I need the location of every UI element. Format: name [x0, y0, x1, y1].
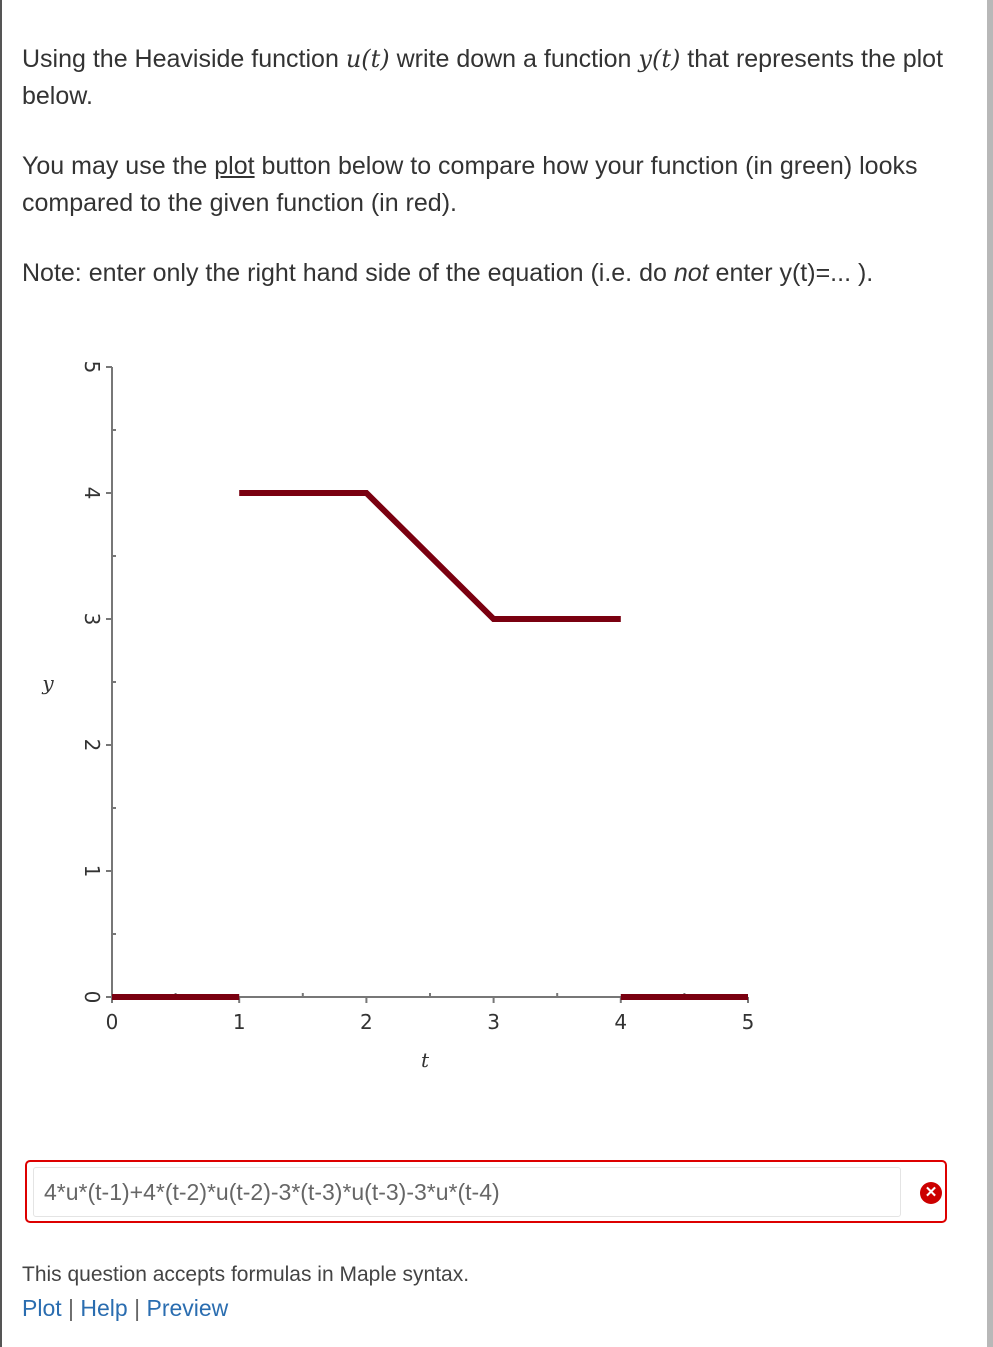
compare-instruction — [22, 148, 972, 222]
note-emphasis: not — [673, 259, 709, 287]
note-text-2: enter y(t)=... ). — [715, 259, 874, 287]
separator: | — [134, 1295, 141, 1321]
x-tick-label: 3 — [487, 1010, 500, 1034]
separator: | — [68, 1295, 75, 1321]
syntax-note: This question accepts formulas in Maple syntax. — [22, 1263, 470, 1286]
intro-text-1: Using the Heaviside function — [22, 45, 339, 73]
intro-text-3: that represents the plot below. — [22, 45, 944, 110]
note-text-1: Note: enter only the right hand side of the equation (i.e. do — [22, 259, 667, 287]
plot-link[interactable]: Plot — [22, 1295, 62, 1321]
answer-input[interactable] — [33, 1167, 901, 1217]
y-tick-label: 3 — [80, 612, 104, 626]
x-tick-label: 1 — [232, 1010, 246, 1034]
compare-text-2: button below to compare how your function (in green) looks compared to the given function (in red). — [22, 152, 918, 217]
x-tick-label: 5 — [741, 1010, 755, 1034]
preview-link[interactable]: Preview — [146, 1295, 229, 1321]
plot-word-link[interactable]: plot — [214, 152, 255, 180]
x-axis-label: t — [420, 1048, 430, 1072]
y-tick-label: 0 — [80, 990, 104, 1004]
error-icon: ✕ — [920, 1182, 942, 1204]
series-segment-2 — [239, 493, 621, 619]
compare-text-1: You may use the — [22, 152, 208, 180]
x-tick-label: 4 — [614, 1010, 628, 1034]
x-tick-label: 0 — [105, 1010, 119, 1034]
note-instruction — [22, 255, 972, 292]
question-intro — [22, 41, 972, 115]
y-tick-label: 5 — [80, 360, 104, 374]
y-tick-label: 4 — [80, 486, 104, 500]
help-link[interactable]: Help — [80, 1295, 128, 1321]
y-tick-label: 1 — [80, 864, 104, 878]
action-links — [22, 1295, 228, 1322]
heaviside-symbol: u(t) — [345, 45, 390, 73]
answer-container — [25, 1160, 947, 1223]
heaviside-plot — [0, 330, 993, 1130]
intro-text-2: write down a function — [396, 45, 632, 73]
x-tick-label: 2 — [360, 1010, 373, 1034]
function-symbol: y(t) — [638, 45, 681, 73]
y-tick-label: 2 — [80, 738, 104, 752]
y-axis-label: y — [42, 671, 54, 695]
